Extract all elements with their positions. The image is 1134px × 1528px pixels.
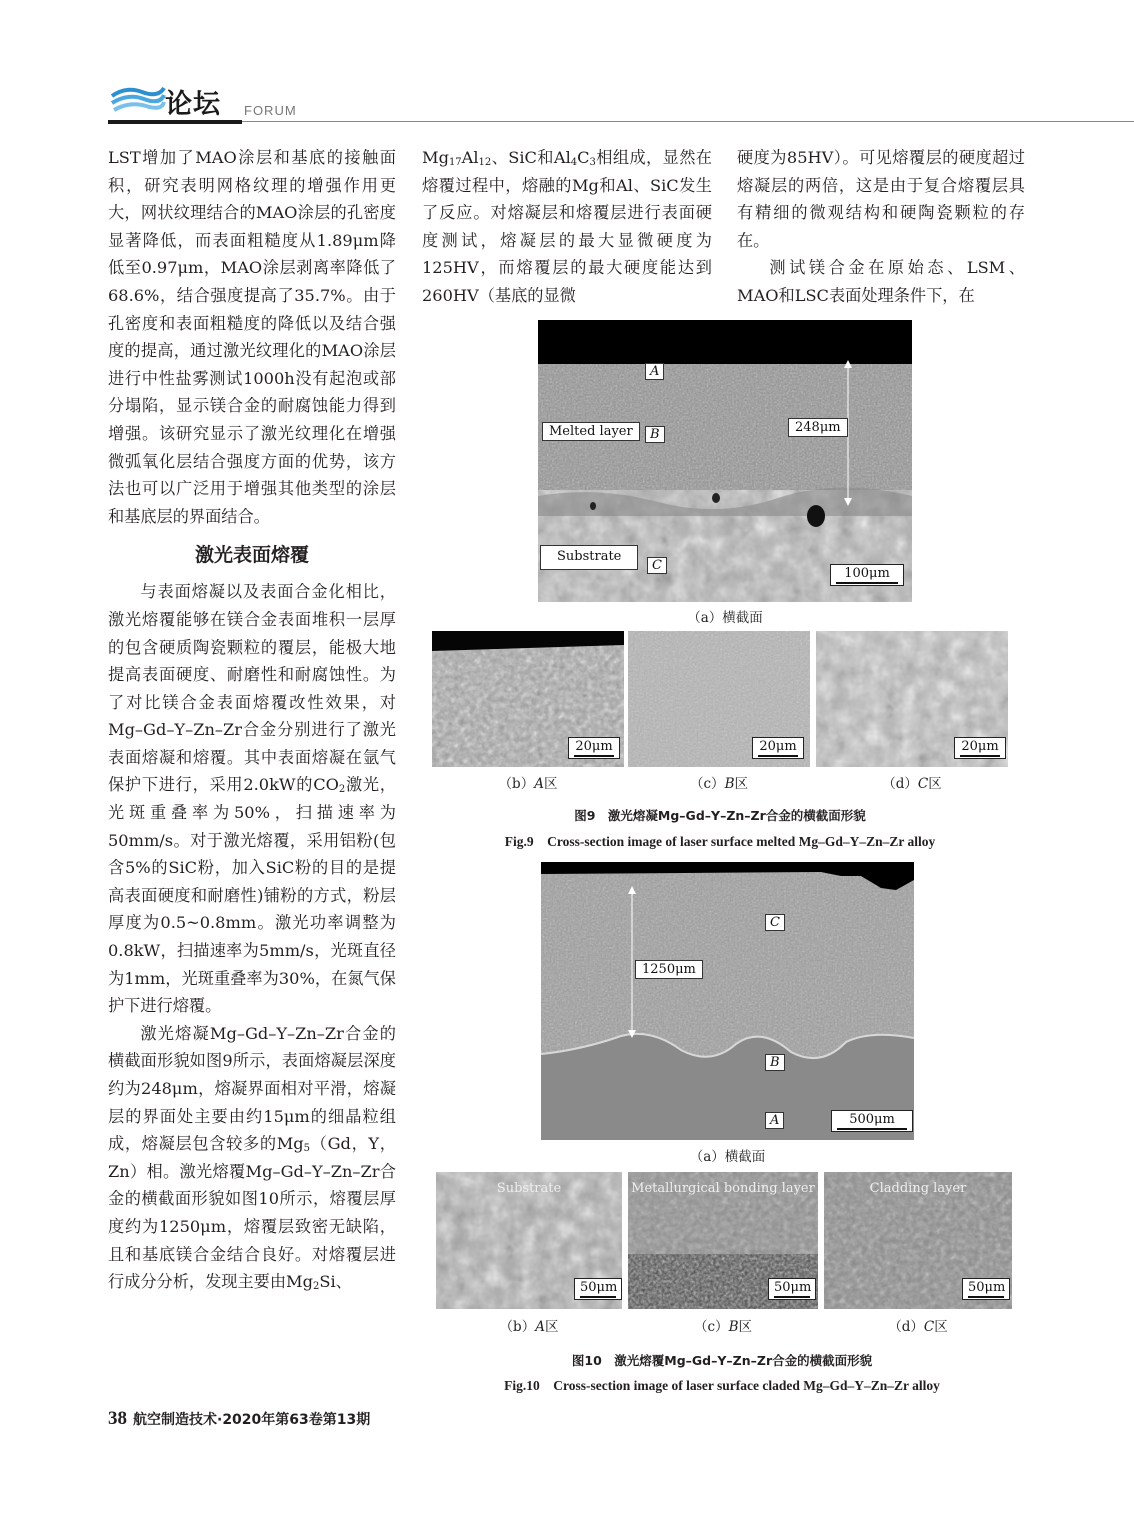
region-marker-b: B xyxy=(645,426,665,443)
paragraph: 与表面熔凝以及表面合金化相比，激光熔覆能够在镁合金表面堆积一层厚的包含硬质陶瓷颗粒的覆层，能极大地提高表面硬度、耐磨性和耐腐蚀性。为了对比镁合金表面熔覆改性效果，对Mg–Gd–Y–Zn–Zr合金分别进行了激光表面熔凝和熔覆。其中表面熔凝在氩气保护下进行，采用2.0kW的$CO_2$激光，光斑重叠率为50%，扫描速率为50mm/s。对于激光熔覆，采用铝粉(包含5%的SiC粉，加入SiC粉的目的是提高表面硬度和耐磨性)铺粉的方式，粉层厚度为0.5~0.8mm。激光功率调整为0.8kW，扫描速率为5mm/s，光斑直径为1mm，光斑重叠率为30%，在氮气保护下进行熔覆。 xyxy=(108,582,396,1016)
header-rule xyxy=(242,121,1134,122)
fig10-title-en: Fig.10 Cross-section image of laser surface claded Mg–Gd–Y–Zn–Zr alloy xyxy=(504,1378,940,1393)
fig10b-micrograph xyxy=(436,1172,622,1309)
scale-bar: 20μm xyxy=(954,737,1006,759)
fig10a-micrograph xyxy=(541,862,914,1140)
fig10a-caption: （a）横截面 xyxy=(689,1149,766,1165)
fig10b-caption: （b）A区 xyxy=(499,1319,559,1335)
page-footer xyxy=(108,1408,370,1430)
scale-bar: 20μm xyxy=(752,737,804,759)
scale-bar: 50μm xyxy=(768,1278,816,1300)
substrate-overlay-label: Substrate xyxy=(496,1181,562,1196)
fig9b-micrograph xyxy=(432,631,624,767)
melted-layer-label: Melted layer xyxy=(542,422,640,441)
fig9b-caption: （b）A区 xyxy=(498,776,558,792)
journal-logo-icon xyxy=(110,82,166,116)
paragraph: $Mg_{17}Al_{12}$、SiC和$Al_4C_3$相组成，显然在熔覆过程中，熔融的Mg和Al、SiC发生了反应。对熔凝层和熔覆层进行表面硬度测试，熔凝层的最大显微硬度为125HV，而熔覆层的最大硬度能达到260HV（基底的显微 xyxy=(422,148,712,305)
fig10c-caption: （c）B区 xyxy=(694,1319,752,1335)
section-heading: 激光表面熔覆 xyxy=(194,544,309,567)
section-title-en: FORUM xyxy=(244,103,297,118)
fig9c-micrograph xyxy=(628,631,810,767)
fig9d-caption: （d）C区 xyxy=(882,776,942,792)
text-column-1 xyxy=(108,144,396,1296)
fig10c-micrograph xyxy=(628,1172,818,1309)
fig10d-caption: （d）C区 xyxy=(888,1319,948,1335)
text-column-2 xyxy=(422,144,712,310)
fig9d-micrograph xyxy=(816,631,1008,767)
fig9a-micrograph xyxy=(538,320,912,602)
fig9c-caption: （c）B区 xyxy=(690,776,748,792)
region-marker-a: A xyxy=(645,363,664,380)
section-title-cn: 论坛 xyxy=(165,89,221,120)
scale-bar: 20μm xyxy=(568,737,620,759)
paragraph: 测试镁合金在原始态、LSM、MAO和LSC表面处理条件下，在 xyxy=(737,258,1025,305)
fig9-title-en: Fig.9 Cross-section image of laser surface melted Mg–Gd–Y–Zn–Zr alloy xyxy=(504,834,936,849)
text-column-3 xyxy=(737,144,1025,310)
region-marker-b: B xyxy=(765,1054,785,1071)
fig10d-micrograph xyxy=(824,1172,1012,1309)
scale-bar: 500μm xyxy=(831,1110,913,1132)
fig9-title-cn: 图9 激光熔凝Mg–Gd–Y–Zn–Zr合金的横截面形貌 xyxy=(574,808,866,823)
paragraph: 激光熔凝Mg–Gd–Y–Zn–Zr合金的横截面形貌如图9所示，表面熔凝层深度约为248μm，熔凝界面相对平滑，熔凝层的界面处主要由约15μm的细晶粒组成，熔凝层包含较多的$Mg_5(Gd$，Y，Zn）相。激光熔覆Mg–Gd–Y–Zn–Zr合金的横截面形貌如图10所示，熔覆层厚度约为1250μm，熔覆层致密无缺陷，且和基底镁合金结合良好。对熔覆层进行成分分析，发现主要由$Mg_2Si$、 xyxy=(108,1023,396,1293)
depth-label: 248μm xyxy=(788,418,848,437)
cladding-layer-overlay-label: Cladding layer xyxy=(869,1181,967,1196)
depth-label: 1250μm xyxy=(635,960,703,979)
paragraph: LST增加了MAO涂层和基底的接触面积，研究表明网格纹理的增强作用更大，网状纹理结合的MAO涂层的孔密度显著降低，而表面粗糙度从1.89μm降低至0.97μm，MAO涂层剥离率降低了68.6%，结合强度提高了35.7%。由于孔密度和表面粗糙度的降低以及结合强度的提高，通过激光纹理化的MAO涂层进行中性盐雾测试1000h没有起泡或部分塌陷，显示镁合金的耐腐蚀能力得到增强。该研究显示了激光纹理化在增强微弧氧化层结合强度方面的优势，该方法也可以广泛用于增强其他类型的涂层和基底层的界面结合。 xyxy=(108,148,396,526)
fig10-title-cn: 图10 激光熔覆Mg–Gd–Y–Zn–Zr合金的横截面形貌 xyxy=(571,1353,873,1368)
fig9a-caption: （a）横截面 xyxy=(687,610,763,626)
scale-bar: 100μm xyxy=(830,564,904,586)
bonding-layer-overlay-label: Metallurgical bonding layer xyxy=(631,1181,815,1196)
region-marker-c: C xyxy=(647,557,667,574)
journal-info: 航空制造技术·2020年第63卷第13期 xyxy=(133,1412,371,1428)
page-number: 38 xyxy=(108,1408,127,1429)
paragraph: 硬度为85HV）。可见熔覆层的硬度超过熔凝层的两倍，这是由于复合熔覆层具有精细的微观结构和硬陶瓷颗粒的存在。 xyxy=(737,148,1025,250)
header-bar xyxy=(108,120,242,124)
region-marker-c: C xyxy=(765,914,785,931)
substrate-label: Substrate xyxy=(540,545,638,570)
scale-bar: 50μm xyxy=(574,1278,622,1300)
scale-bar: 50μm xyxy=(962,1278,1010,1300)
region-marker-a: A xyxy=(765,1112,784,1129)
